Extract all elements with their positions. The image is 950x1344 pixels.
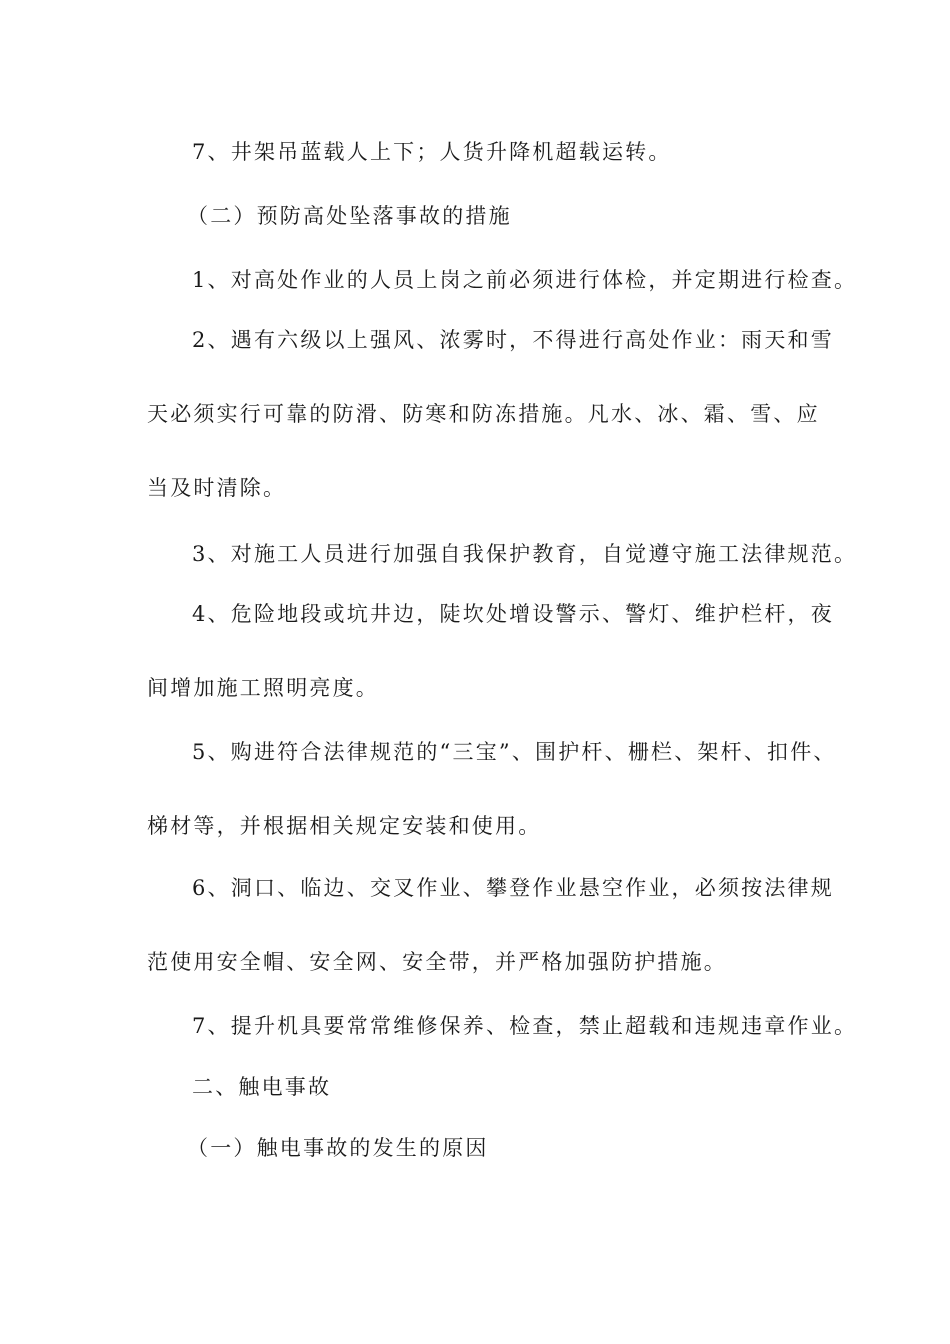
text-line-item-6-cont: 范使用安全帽、安全网、安全带，并严格加强防护措施。: [147, 950, 727, 974]
text-line-item-4-cont: 间增加施工照明亮度。: [147, 676, 379, 700]
text-line-item-3: 3、对施工人员进行加强自我保护教育，自觉遵守施工法律规范。: [192, 542, 858, 566]
text-line-item-2: 2、遇有六级以上强风、浓雾时，不得进行高处作业：雨天和雪: [192, 328, 834, 352]
text-line-item-7-hoist: 7、井架吊蓝载人上下；人货升降机超载运转。: [192, 140, 672, 164]
text-line-item-2-end: 当及时清除。: [147, 476, 287, 500]
text-line-item-2-cont: 天必须实行可靠的防滑、防寒和防冻措施。凡水、冰、霜、雪、应: [147, 402, 820, 426]
text-line-item-5: 5、购进符合法律规范的“三宝”、围护杆、栅栏、架杆、扣件、: [192, 740, 837, 764]
text-line-item-7-lifting: 7、提升机具要常常维修保养、检查，禁止超载和违规违章作业。: [192, 1014, 858, 1038]
subheading-fall-prevention: （二）预防高处坠落事故的措施: [187, 204, 512, 228]
text-line-item-6: 6、洞口、临边、交叉作业、攀登作业悬空作业，必须按法律规: [192, 876, 834, 900]
text-line-item-1: 1、对高处作业的人员上岗之前必须进行体检，并定期进行检查。: [192, 268, 858, 292]
subheading-shock-causes: （一）触电事故的发生的原因: [187, 1136, 489, 1160]
section-heading-electric-shock: 二、触电事故: [192, 1075, 332, 1099]
text-line-item-4: 4、危险地段或坑井边，陡坎处增设警示、警灯、维护栏杆，夜: [192, 602, 834, 626]
text-line-item-5-cont: 梯材等，并根据相关规定安装和使用。: [147, 814, 542, 838]
